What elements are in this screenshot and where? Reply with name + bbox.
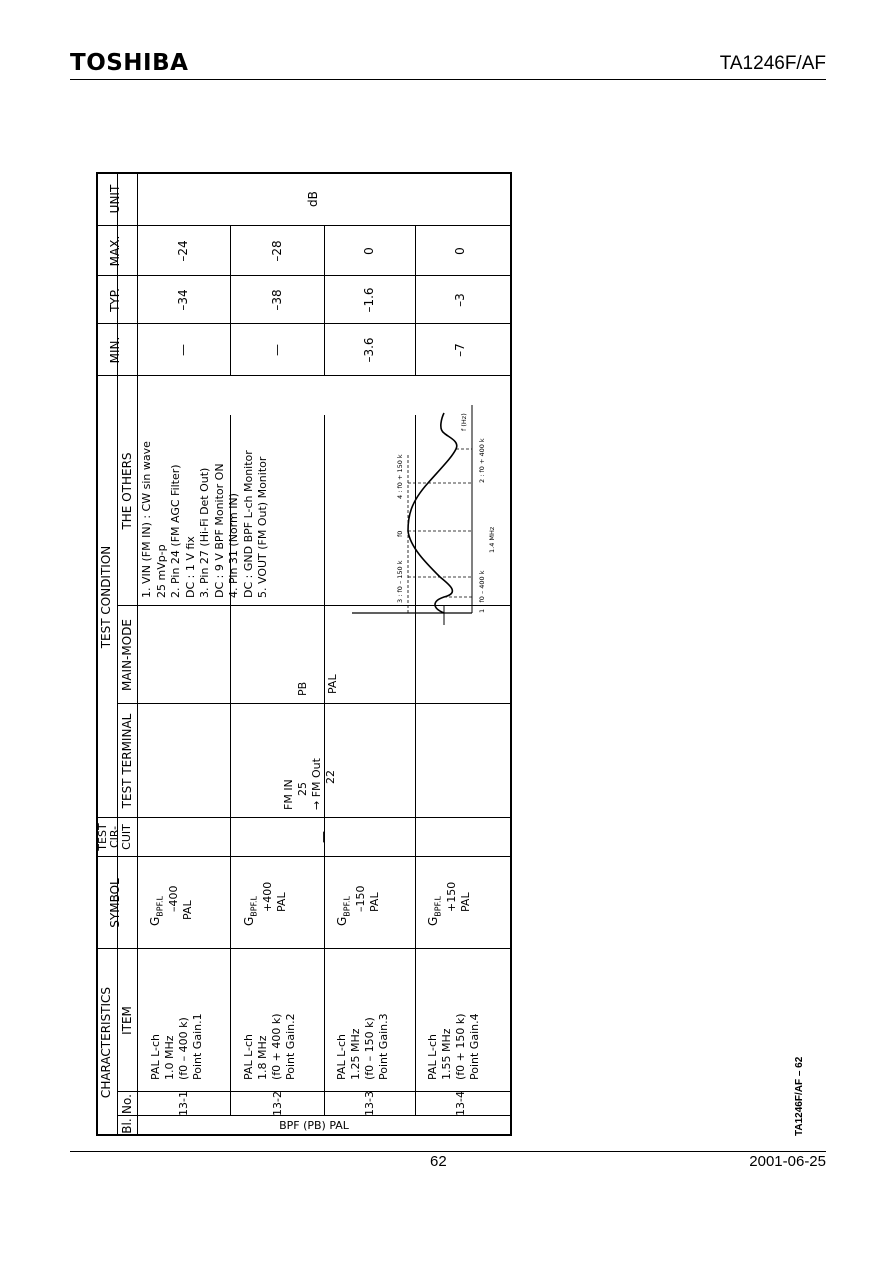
header-test-terminal: TEST TERMINAL <box>120 713 134 809</box>
col-others-line <box>96 375 512 376</box>
header-unit: UNIT <box>108 184 122 214</box>
row3-max: 0 <box>362 247 376 255</box>
header-symbol: SYMBOL <box>108 878 122 928</box>
col-item-line <box>96 948 512 949</box>
row2-no: 13-2 <box>271 1091 284 1116</box>
header-rule <box>70 79 826 80</box>
row-line-3b <box>415 226 416 376</box>
row-line-2b <box>324 226 325 376</box>
graph-label-axis: f (Hz) <box>460 413 468 431</box>
test-circuit-value: — <box>316 831 330 843</box>
row2-typ: –38 <box>270 289 284 311</box>
row1-no: 13-1 <box>177 1091 190 1116</box>
row4-no: 13-4 <box>454 1091 467 1116</box>
row1-symbol: $G_{BPF.L}$ –400 PAL <box>148 885 195 926</box>
block-label: BPF (PB) PAL <box>279 1119 349 1132</box>
row4-symbol: $G_{BPF.L}$ +150 PAL <box>426 881 473 926</box>
header-max: MAX. <box>108 235 122 267</box>
row3-item: PAL L-ch 1.25 MHz (f0 – 150 k) Point Gain.3 <box>335 1013 390 1080</box>
row4-item: PAL L-ch 1.55 MHz (f0 + 150 k) Point Gain.4 <box>426 1013 481 1080</box>
bpf-response-graph <box>348 393 498 633</box>
unit-value: dB <box>306 191 320 207</box>
header-test-circuit: TEST CIR- CUIT <box>96 823 133 851</box>
part-number: TA1246F/AF <box>719 53 826 74</box>
row4-typ: –3 <box>453 293 467 307</box>
main-mode: PB PAL <box>296 674 339 696</box>
graph-label-f0: f0 <box>396 530 404 537</box>
graph-curve <box>408 413 457 613</box>
row2-item: PAL L-ch 1.8 MHz (f0 + 400 k) Point Gain.2 <box>242 1013 297 1080</box>
graph-label-p2: 2 : f0 + 400 k <box>478 438 486 483</box>
test-terminal: FM IN 25 → FM Out 22 <box>282 758 337 810</box>
header-the-others: THE OTHERS <box>120 452 134 530</box>
row3-min: –3.6 <box>362 337 376 363</box>
graph-label-p3: 3 : f0 – 150 k <box>396 560 404 603</box>
row4-max: 0 <box>453 247 467 255</box>
row3-no: 13-3 <box>363 1091 376 1116</box>
col-typ-line <box>96 275 512 276</box>
row2-symbol: $G_{BPF.L}$ +400 PAL <box>242 881 289 926</box>
row1-typ: –34 <box>176 289 190 311</box>
header-typ: TYP. <box>108 288 122 312</box>
row4-min: –7 <box>453 343 467 357</box>
col-terminal-line <box>117 703 512 704</box>
row-line-1b <box>230 226 231 376</box>
row1-item: PAL L-ch 1.0 MHz (f0 – 400 k) Point Gain.1 <box>149 1013 204 1080</box>
characteristics-table <box>96 172 512 1136</box>
col-circuit-line <box>96 817 512 818</box>
header-no: No. <box>120 1094 134 1114</box>
side-reference: TA1246F/AF – 62 <box>794 1056 805 1136</box>
col-min-line <box>96 323 512 324</box>
document-date: 2001-06-25 <box>749 1153 826 1170</box>
brand-logo: TOSHIBA <box>70 50 189 76</box>
header-test-condition: TEST CONDITION <box>99 545 113 649</box>
col-symbol-line <box>96 856 512 857</box>
row1-min: — <box>176 344 190 356</box>
graph-label-p1: 1 : f0 – 400 k <box>478 570 486 613</box>
header-row2-line <box>137 172 138 1136</box>
row1-max: –24 <box>176 240 190 262</box>
row3-typ: –1.6 <box>362 287 376 313</box>
header-item: ITEM <box>120 1006 134 1035</box>
footer-rule <box>70 1151 826 1152</box>
row3-symbol: $G_{BPF.L}$ –150 PAL <box>335 885 382 926</box>
graph-label-center: 1.4 MHz <box>488 526 496 553</box>
header-bl: Bl. <box>120 1118 134 1134</box>
others-conditions: 1. VIN (FM IN) : CW sin wave 25 mVp-p 2. Pin 24 (FM AGC Filter) DC : 1 V fix 3. Pin 27 (Hi-Fi Det Out) DC : 9 V BPF Monitor ON 4. Pin 31 (Norm IN) DC : GND BPF L-ch Monitor 5. VOUT (FM Out) Monitor <box>140 441 269 598</box>
header-main-mode: MAIN-MODE <box>120 618 134 692</box>
row2-min: — <box>270 344 284 356</box>
header-characteristics: CHARACTERISTICS <box>99 986 113 1099</box>
page-number: 62 <box>430 1153 447 1170</box>
table-frame <box>96 172 512 1136</box>
header-min: MIN. <box>108 336 122 364</box>
graph-label-p4: 4 : f0 + 150 k <box>396 454 404 499</box>
row2-max: –28 <box>270 240 284 262</box>
col-max-line <box>96 225 512 226</box>
